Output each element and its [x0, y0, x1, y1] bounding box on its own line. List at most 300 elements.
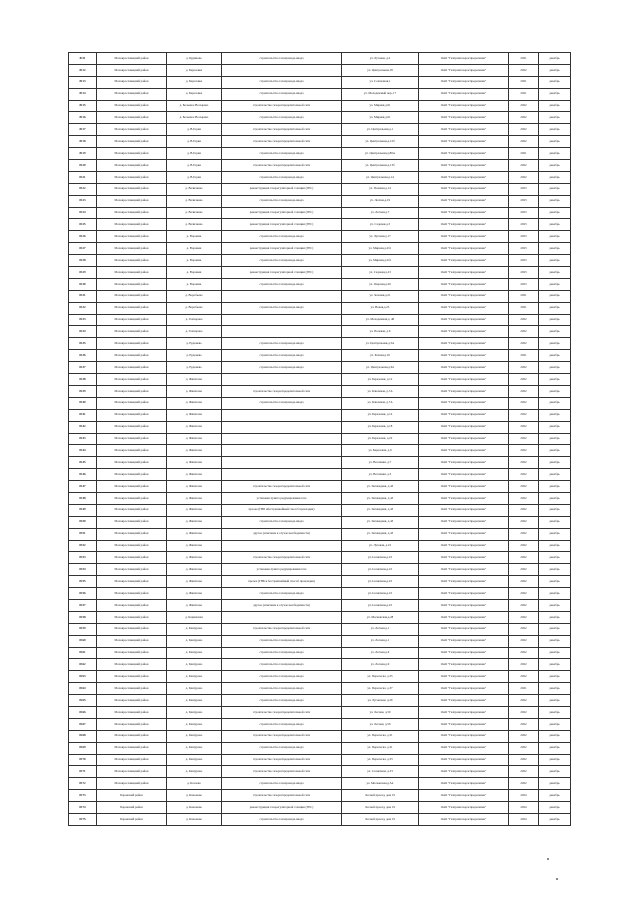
number-cell: 8169: [69, 742, 97, 754]
district-cell: Малоярославецкий район: [97, 255, 167, 267]
operator-cell: ОАО "Газпромгазораспределение": [419, 599, 509, 611]
operator-cell: ОАО "Газпромгазораспределение": [419, 481, 509, 493]
number-cell: 8132: [69, 302, 97, 314]
operator-cell: ОАО "Газпромгазораспределение": [419, 76, 509, 88]
district-cell: Малоярославецкий район: [97, 302, 167, 314]
table-row: [69, 231, 571, 243]
month-cell: декабрь: [539, 124, 571, 136]
table-row: [69, 516, 571, 528]
year-cell: 2022: [509, 409, 539, 421]
table-row: [69, 326, 571, 338]
month-cell: декабрь: [539, 53, 571, 65]
month-cell: декабрь: [539, 160, 571, 172]
district-cell: Малоярославецкий район: [97, 469, 167, 481]
month-cell: декабрь: [539, 267, 571, 279]
number-cell: 8119: [69, 148, 97, 160]
table-row: [69, 433, 571, 445]
year-cell: 2023: [509, 267, 539, 279]
year-cell: 2023: [509, 195, 539, 207]
address-cell: ул. Центральная,д.14: [342, 171, 419, 183]
district-cell: Малоярославецкий район: [97, 623, 167, 635]
address-cell: ул. Перелеска, д.31: [342, 742, 419, 754]
table-row: [69, 350, 571, 362]
number-cell: 8128: [69, 255, 97, 267]
operator-cell: ОАО "Газпромгазораспределение": [419, 718, 509, 730]
operator-cell: ОАО "Газпромгазораспределение": [419, 255, 509, 267]
district-cell: Малоярославецкий район: [97, 778, 167, 790]
settlement-cell: д. Кашурово: [167, 695, 222, 707]
work-type-cell: строительство газопровода-ввода: [222, 362, 342, 374]
work-type-cell: [222, 64, 342, 76]
year-cell: 2022: [509, 718, 539, 730]
operator-cell: ОАО "Газпромгазораспределение": [419, 326, 509, 338]
operator-cell: ОАО "Газпромгазораспределение": [419, 778, 509, 790]
table-row: [69, 492, 571, 504]
work-type-cell: строительство газопровода-ввода: [222, 338, 342, 350]
operator-cell: ОАО "Газпромгазораспределение": [419, 397, 509, 409]
district-cell: Малоярославецкий район: [97, 492, 167, 504]
work-type-cell: [222, 540, 342, 552]
table-row: [69, 397, 571, 409]
settlement-cell: д. Кашурово: [167, 635, 222, 647]
settlement-cell: д. Жилетово: [167, 481, 222, 493]
operator-cell: ОАО "Газпромгазораспределение": [419, 457, 509, 469]
operator-cell: ОАО "Газпромгазораспределение": [419, 552, 509, 564]
month-cell: декабрь: [539, 718, 571, 730]
district-cell: Малоярославецкий район: [97, 183, 167, 195]
number-cell: 8156: [69, 588, 97, 600]
operator-cell: ОАО "Газпромгазораспределение": [419, 88, 509, 100]
year-cell: 2022: [509, 778, 539, 790]
year-cell: 2022: [509, 647, 539, 659]
number-cell: 8113: [69, 76, 97, 88]
month-cell: декабрь: [539, 481, 571, 493]
work-type-cell: строительство газораспределительной сети: [222, 754, 342, 766]
address-cell: ул. Зеленая,д.21: [342, 290, 419, 302]
month-cell: декабрь: [539, 611, 571, 623]
table-row: [69, 481, 571, 493]
operator-cell: ОАО "Газпромгазораспределение": [419, 231, 509, 243]
number-cell: 8167: [69, 718, 97, 730]
address-cell: Лесной проезд, дом 19: [342, 790, 419, 802]
month-cell: декабрь: [539, 659, 571, 671]
work-type-cell: [222, 409, 342, 421]
table-row: [69, 374, 571, 386]
settlement-cell: д. Величково: [167, 207, 222, 219]
district-cell: Малоярославецкий район: [97, 516, 167, 528]
district-cell: Малоярославецкий район: [97, 540, 167, 552]
schedule-sheet: [68, 52, 570, 826]
year-cell: 2022: [509, 160, 539, 172]
table-row: [69, 171, 571, 183]
settlement-cell: д. Ерденево: [167, 362, 222, 374]
number-cell: 8127: [69, 243, 97, 255]
district-cell: Малоярославецкий район: [97, 231, 167, 243]
settlement-cell: д. Большое Носырево: [167, 112, 222, 124]
address-cell: ул. Новая,д.25: [342, 302, 419, 314]
district-cell: Малоярославецкий район: [97, 481, 167, 493]
table-row: [69, 385, 571, 397]
district-cell: Малоярославецкий район: [97, 148, 167, 160]
year-cell: 2024: [509, 802, 539, 814]
settlement-cell: д. В.Горки: [167, 136, 222, 148]
table-row: [69, 754, 571, 766]
district-cell: Малоярославецкий район: [97, 599, 167, 611]
district-cell: Малоярославецкий район: [97, 695, 167, 707]
year-cell: 2022: [509, 623, 539, 635]
operator-cell: ОАО "Газпромгазораспределение": [419, 695, 509, 707]
operator-cell: ОАО "Газпромгазораспределение": [419, 219, 509, 231]
settlement-cell: д. Карижская: [167, 611, 222, 623]
year-cell: 2023: [509, 207, 539, 219]
table-row: [69, 278, 571, 290]
district-cell: Малоярославецкий район: [97, 314, 167, 326]
operator-cell: ОАО "Газпромгазораспределение": [419, 647, 509, 659]
table-row: [69, 540, 571, 552]
month-cell: декабрь: [539, 326, 571, 338]
year-cell: 2022: [509, 397, 539, 409]
operator-cell: ОАО "Газпромгазораспределение": [419, 64, 509, 76]
table-row: [69, 706, 571, 718]
year-cell: 2022: [509, 588, 539, 600]
address-cell: ул. Лесная,д.1: [342, 623, 419, 635]
number-cell: 8130: [69, 278, 97, 290]
work-type-cell: строительство газораспределительной сети: [222, 124, 342, 136]
operator-cell: ОАО "Газпромгазораспределение": [419, 635, 509, 647]
month-cell: декабрь: [539, 302, 571, 314]
district-cell: Малоярославецкий район: [97, 100, 167, 112]
work-type-cell: реконструкция газорегуляторной станции (ГРС): [222, 243, 342, 255]
address-cell: ул. Московская,д.28: [342, 611, 419, 623]
address-cell: ул. Центральная,д.12б: [342, 136, 419, 148]
address-cell: ул. Мирная,д.01: [342, 100, 419, 112]
month-cell: декабрь: [539, 385, 571, 397]
table-row: [69, 290, 571, 302]
scan-speck: [547, 858, 549, 860]
table-row: [69, 243, 571, 255]
year-cell: 2022: [509, 528, 539, 540]
settlement-cell: д. Кашурово: [167, 671, 222, 683]
number-cell: 8162: [69, 659, 97, 671]
address-cell: ул.Солнечная,д.22: [342, 588, 419, 600]
month-cell: декабрь: [539, 778, 571, 790]
table-row: [69, 588, 571, 600]
year-cell: 2022: [509, 374, 539, 386]
operator-cell: ОАО "Газпромгазораспределение": [419, 492, 509, 504]
district-cell: Малоярославецкий район: [97, 88, 167, 100]
address-cell: ул. Ключевая, д.7А: [342, 385, 419, 397]
number-cell: 8150: [69, 516, 97, 528]
settlement-cell: д. Воронки: [167, 255, 222, 267]
work-type-cell: строительство газопровода-ввода: [222, 76, 342, 88]
number-cell: 8118: [69, 136, 97, 148]
district-cell: Малоярославецкий район: [97, 671, 167, 683]
number-cell: 8166: [69, 706, 97, 718]
settlement-cell: д. Величково: [167, 219, 222, 231]
table-row: [69, 683, 571, 695]
work-type-cell: реконструкция газорегуляторной станции (ГРС): [222, 267, 342, 279]
address-cell: ул.Солнечная,д.22: [342, 576, 419, 588]
table-row: [69, 409, 571, 421]
month-cell: декабрь: [539, 742, 571, 754]
district-cell: Малоярославецкий район: [97, 53, 167, 65]
table-row: [69, 623, 571, 635]
year-cell: 2022: [509, 635, 539, 647]
district-cell: Малоярославецкий район: [97, 362, 167, 374]
settlement-cell: д. Кашурово: [167, 730, 222, 742]
district-cell: Малоярославецкий район: [97, 76, 167, 88]
work-type-cell: строительство газопровода-ввода: [222, 683, 342, 695]
district-cell: Малоярославецкий район: [97, 290, 167, 302]
district-cell: Малоярославецкий район: [97, 576, 167, 588]
operator-cell: ОАО "Газпромгазораспределение": [419, 814, 509, 826]
month-cell: декабрь: [539, 599, 571, 611]
work-type-cell: строительство газопровода-ввода: [222, 112, 342, 124]
number-cell: 8144: [69, 445, 97, 457]
year-cell: 2022: [509, 421, 539, 433]
year-cell: 2022: [509, 742, 539, 754]
number-cell: 8114: [69, 88, 97, 100]
number-cell: 8155: [69, 576, 97, 588]
month-cell: декабрь: [539, 314, 571, 326]
month-cell: декабрь: [539, 695, 571, 707]
year-cell: 2021: [509, 148, 539, 160]
address-cell: ул. Молодежная,д. 48: [342, 314, 419, 326]
month-cell: декабрь: [539, 64, 571, 76]
address-cell: ул. Центральная,д.64: [342, 362, 419, 374]
number-cell: 8139: [69, 385, 97, 397]
month-cell: декабрь: [539, 528, 571, 540]
operator-cell: ОАО "Газпромгазораспределение": [419, 195, 509, 207]
address-cell: ул. Луговая, д.2: [342, 53, 419, 65]
work-type-cell: [222, 326, 342, 338]
table-row: [69, 552, 571, 564]
table-row: [69, 88, 571, 100]
settlement-cell: д. Жилетово: [167, 599, 222, 611]
number-cell: 8149: [69, 504, 97, 516]
address-cell: ул. Перелеска, д.31: [342, 730, 419, 742]
district-cell: Малоярославецкий район: [97, 552, 167, 564]
year-cell: 2022: [509, 481, 539, 493]
address-cell: ул. Березовая, д.18: [342, 421, 419, 433]
month-cell: декабрь: [539, 623, 571, 635]
table-row: [69, 730, 571, 742]
year-cell: 2022: [509, 445, 539, 457]
month-cell: декабрь: [539, 374, 571, 386]
work-type-cell: [222, 374, 342, 386]
address-cell: ул. Луговская, д.20: [342, 695, 419, 707]
settlement-cell: д. Жилетово: [167, 457, 222, 469]
year-cell: 2021: [509, 290, 539, 302]
number-cell: 8135: [69, 338, 97, 350]
work-type-cell: [222, 445, 342, 457]
month-cell: декабрь: [539, 136, 571, 148]
number-cell: 8116: [69, 112, 97, 124]
work-type-cell: [222, 469, 342, 481]
district-cell: Малоярославецкий район: [97, 730, 167, 742]
number-cell: 8165: [69, 695, 97, 707]
month-cell: декабрь: [539, 183, 571, 195]
district-cell: Малоярославецкий район: [97, 754, 167, 766]
year-cell: 2022: [509, 706, 539, 718]
work-type-cell: [222, 421, 342, 433]
month-cell: декабрь: [539, 504, 571, 516]
operator-cell: ОАО "Газпромгазораспределение": [419, 136, 509, 148]
district-cell: Малоярославецкий район: [97, 243, 167, 255]
number-cell: 8134: [69, 326, 97, 338]
gasification-table: [68, 52, 571, 826]
work-type-cell: строительство газораспределительной сети: [222, 136, 342, 148]
district-cell: Малоярославецкий район: [97, 278, 167, 290]
address-cell: Лесной проезд, дом 19: [342, 814, 419, 826]
table-row: [69, 695, 571, 707]
number-cell: 8121: [69, 171, 97, 183]
address-cell: ул.Солнечная,д.22: [342, 599, 419, 611]
month-cell: декабрь: [539, 88, 571, 100]
operator-cell: ОАО "Газпромгазораспределение": [419, 706, 509, 718]
table-row: [69, 718, 571, 730]
address-cell: ул. Ключевая, д.7А: [342, 397, 419, 409]
number-cell: 8117: [69, 124, 97, 136]
work-type-cell: строительство газопровода-ввода: [222, 718, 342, 730]
work-type-cell: строительство газопровода-ввода: [222, 695, 342, 707]
operator-cell: ОАО "Газпромгазораспределение": [419, 53, 509, 65]
operator-cell: ОАО "Газпромгазораспределение": [419, 611, 509, 623]
district-cell: Малоярославецкий район: [97, 433, 167, 445]
operator-cell: ОАО "Газпромгазораспределение": [419, 683, 509, 695]
year-cell: 2022: [509, 599, 539, 611]
month-cell: декабрь: [539, 421, 571, 433]
table-row: [69, 160, 571, 172]
district-cell: Боровский район: [97, 814, 167, 826]
year-cell: 2022: [509, 136, 539, 148]
settlement-cell: д. Жилетово: [167, 492, 222, 504]
district-cell: Малоярославецкий район: [97, 338, 167, 350]
settlement-cell: д. Кононово: [167, 790, 222, 802]
month-cell: декабрь: [539, 588, 571, 600]
address-cell: ул. Заповедная, д.43: [342, 492, 419, 504]
work-type-cell: реконструкция газорегуляторной станции (ГРС): [222, 802, 342, 814]
number-cell: 8140: [69, 397, 97, 409]
table-row: [69, 195, 571, 207]
operator-cell: ОАО "Газпромгазораспределение": [419, 504, 509, 516]
operator-cell: ОАО "Газпромгазораспределение": [419, 302, 509, 314]
settlement-cell: д. Жилетово: [167, 397, 222, 409]
settlement-cell: д. Воронки: [167, 243, 222, 255]
table-row: [69, 362, 571, 374]
number-cell: 8122: [69, 183, 97, 195]
settlement-cell: д. В.Горки: [167, 124, 222, 136]
operator-cell: ОАО "Газпромгазораспределение": [419, 100, 509, 112]
work-type-cell: строительство газопровода-ввода: [222, 659, 342, 671]
operator-cell: ОАО "Газпромгазораспределение": [419, 528, 509, 540]
settlement-cell: д. Кашурово: [167, 623, 222, 635]
district-cell: Малоярославецкий район: [97, 136, 167, 148]
month-cell: декабрь: [539, 802, 571, 814]
operator-cell: ОАО "Газпромгазораспределение": [419, 338, 509, 350]
table-row: [69, 124, 571, 136]
year-cell: 2022: [509, 314, 539, 326]
address-cell: ул. Молодежный пер.,17: [342, 88, 419, 100]
table-row: [69, 100, 571, 112]
month-cell: декабрь: [539, 635, 571, 647]
year-cell: 2022: [509, 64, 539, 76]
district-cell: Малоярославецкий район: [97, 504, 167, 516]
address-cell: ул. Лесная,д.9: [342, 659, 419, 671]
settlement-cell: д. Ерденево: [167, 338, 222, 350]
district-cell: Малоярославецкий район: [97, 742, 167, 754]
district-cell: Малоярославецкий район: [97, 683, 167, 695]
year-cell: 2024: [509, 814, 539, 826]
table-row: [69, 136, 571, 148]
settlement-cell: д. Величково: [167, 195, 222, 207]
number-cell: 8145: [69, 457, 97, 469]
address-cell: ул. Центральная,18: [342, 64, 419, 76]
operator-cell: ОАО "Газпромгазораспределение": [419, 290, 509, 302]
year-cell: 2022: [509, 754, 539, 766]
month-cell: декабрь: [539, 540, 571, 552]
number-cell: 8120: [69, 160, 97, 172]
table-row: [69, 53, 571, 65]
number-cell: 8136: [69, 350, 97, 362]
address-cell: ул. Центральная,д.3А: [342, 338, 419, 350]
table-row: [69, 207, 571, 219]
number-cell: 8146: [69, 469, 97, 481]
number-cell: 8164: [69, 683, 97, 695]
month-cell: декабрь: [539, 76, 571, 88]
year-cell: 2023: [509, 255, 539, 267]
work-type-cell: строительство газораспределительной сети: [222, 706, 342, 718]
table-row: [69, 766, 571, 778]
year-cell: 2022: [509, 338, 539, 350]
settlement-cell: д. Воронки: [167, 231, 222, 243]
month-cell: декабрь: [539, 397, 571, 409]
work-type-cell: строительство газопровода-ввода: [222, 814, 342, 826]
month-cell: декабрь: [539, 683, 571, 695]
year-cell: 2022: [509, 112, 539, 124]
operator-cell: ОАО "Газпромгазораспределение": [419, 730, 509, 742]
number-cell: 8148: [69, 492, 97, 504]
number-cell: 8158: [69, 611, 97, 623]
settlement-cell: д. Жилетово: [167, 576, 222, 588]
table-row: [69, 445, 571, 457]
district-cell: Малоярославецкий район: [97, 195, 167, 207]
number-cell: 8133: [69, 314, 97, 326]
table-row: [69, 421, 571, 433]
number-cell: 8124: [69, 207, 97, 219]
month-cell: декабрь: [539, 552, 571, 564]
settlement-cell: д. Жилетово: [167, 516, 222, 528]
address-cell: ул. Лесная,д.7: [342, 207, 419, 219]
work-type-cell: [222, 314, 342, 326]
district-cell: Малоярославецкий район: [97, 659, 167, 671]
table-row: [69, 267, 571, 279]
number-cell: 8154: [69, 564, 97, 576]
table-row: [69, 576, 571, 588]
year-cell: 2022: [509, 100, 539, 112]
address-cell: ул.Солнечная,д.22: [342, 564, 419, 576]
work-type-cell: реконструкция газорегуляторной станции (ГРС): [222, 219, 342, 231]
year-cell: 2023: [509, 183, 539, 195]
operator-cell: ОАО "Газпромгазораспределение": [419, 516, 509, 528]
district-cell: Боровский район: [97, 802, 167, 814]
year-cell: 2022: [509, 457, 539, 469]
work-type-cell: строительство газопровода-ввода: [222, 88, 342, 100]
year-cell: 2021: [509, 76, 539, 88]
table-row: [69, 564, 571, 576]
settlement-cell: д. Козлово: [167, 778, 222, 790]
district-cell: Малоярославецкий район: [97, 457, 167, 469]
